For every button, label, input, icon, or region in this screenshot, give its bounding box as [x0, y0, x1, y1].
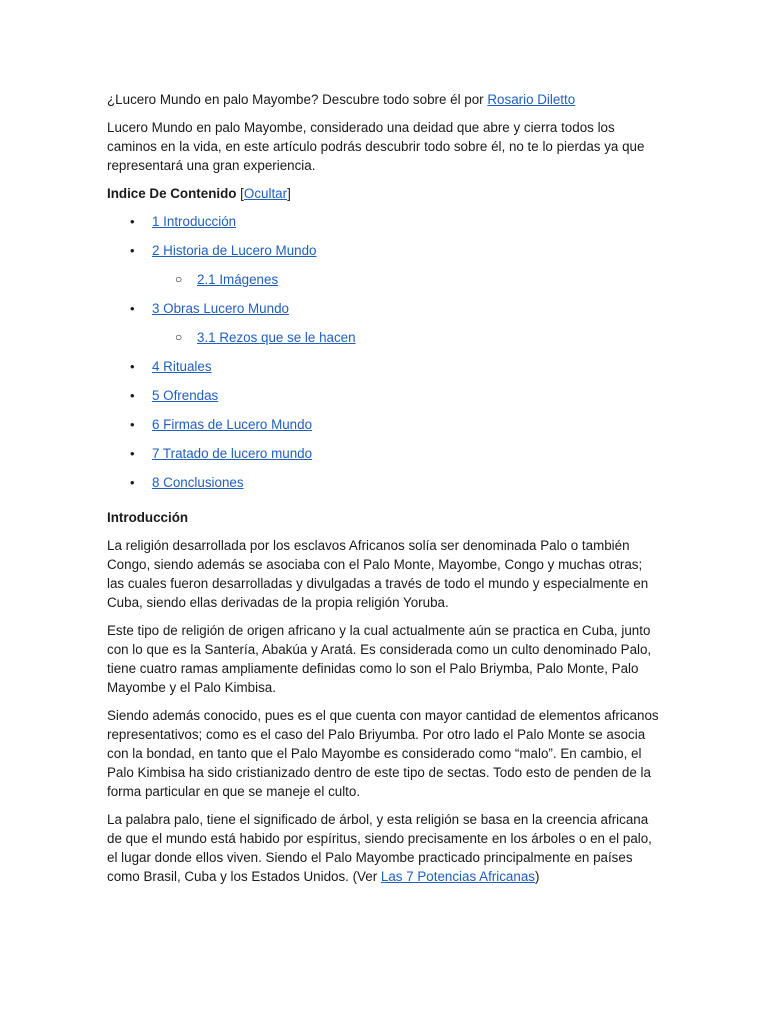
toc-link-ofrendas[interactable]: 5 Ofrendas: [152, 388, 219, 403]
article-body: [107, 90, 663, 895]
intro-line: [107, 90, 663, 109]
potencias-link[interactable]: Las 7 Potencias Africanas: [380, 869, 535, 884]
last-paragraph-text: La palabra palo, tiene el significado de árbol, y esta religión se basa en la creencia africana de que el mundo está habido por espíritus, siendo precisamente en los árboles o en el palo, el lugar donde ellos viven. Siendo el Palo Mayombe practicado principalmente en países como Brasil, Cuba y los Estados Unidos. (Ver: [107, 812, 652, 884]
toc-link-rituales[interactable]: 4 Rituales: [152, 359, 212, 374]
toc-link-introduccion[interactable]: 1 Introducción: [152, 214, 237, 229]
intro-text: ¿Lucero Mundo en palo Mayombe? Descubre todo sobre él por: [107, 92, 488, 107]
toc-link-rezos[interactable]: 3.1 Rezos que se le hacen: [197, 330, 356, 345]
toc-item: [107, 444, 663, 473]
toc-link-firmas[interactable]: 6 Firmas de Lucero Mundo: [152, 417, 313, 432]
bullet-icon: •: [130, 417, 135, 432]
bullet-icon: •: [130, 214, 135, 229]
bullet-icon: •: [130, 243, 135, 258]
body-paragraph: Siendo además conocido, pues es el que cuenta con mayor cantidad de elementos africanos representativos; como es el caso del Palo Briyumba. Por otro lado el Palo Monte se asocia con la bondad, en tanto que el Palo Mayombe es considerado como “malo”. En cambio, el Palo Kimbisa ha sido cristianizado dentro de este tipo de sectas. Todo esto de penden de la forma particular en que se maneje el culto.: [107, 708, 659, 799]
toc-link-historia[interactable]: 2 Historia de Lucero Mundo: [152, 243, 317, 258]
last-paragraph-tail: ): [534, 869, 540, 884]
toc-item: [107, 357, 663, 386]
toc-toggle-link[interactable]: Ocultar: [243, 186, 288, 201]
toc-close-bracket: ]: [287, 186, 291, 201]
body-paragraph: La religión desarrollada por los esclavos Africanos solía ser denominada Palo o también Congo, siendo además se asociaba con el Palo Monte, Mayombe, Congo y muchas otras; las cuales fueron desarrolladas y divulgadas a través de todo el mundo y especialmente en Cuba, siendo ellas derivadas de la propia religión Yoruba.: [107, 538, 649, 610]
toc-link-tratado[interactable]: 7 Tratado de lucero mundo: [152, 446, 313, 461]
toc-item: [107, 415, 663, 444]
bullet-icon: •: [130, 446, 135, 461]
section-heading: Introducción: [107, 510, 189, 525]
toc-link-obras[interactable]: 3 Obras Lucero Mundo: [152, 301, 289, 316]
toc-subitem: [107, 328, 663, 357]
toc-item: [107, 212, 663, 241]
toc-link-conclusiones[interactable]: 8 Conclusiones: [152, 475, 244, 490]
body-paragraph-last: [107, 810, 663, 886]
toc-item: [107, 386, 663, 415]
circle-bullet-icon: ○: [175, 330, 183, 344]
bullet-icon: •: [130, 475, 135, 490]
bullet-icon: •: [130, 301, 135, 316]
circle-bullet-icon: ○: [175, 272, 183, 286]
body-paragraph: Este tipo de religión de origen africano y la cual actualmente aún se practica en Cuba, junto con lo que es la Santería, Abakúa y Aratá. Es considerada como un culto denominado Palo, tiene cuatro ramas ampliamente definidas como lo son el Palo Briymba, Palo Monte, Palo Mayombe y el Palo Kimbisa.: [107, 623, 652, 695]
bullet-icon: •: [130, 359, 135, 374]
toc-item: [107, 299, 663, 328]
toc-link-imagenes[interactable]: 2.1 Imágenes: [197, 272, 279, 287]
toc-item: [107, 473, 663, 502]
lead-paragraph: Lucero Mundo en palo Mayombe, considerado una deidad que abre y cierra todos los caminos en la vida, en este artículo podrás descubrir todo sobre él, no te lo pierdas ya que representará una gran experiencia.: [107, 120, 645, 173]
toc-header: [107, 184, 663, 203]
author-link[interactable]: Rosario Diletto: [487, 92, 576, 107]
bullet-icon: •: [130, 388, 135, 403]
toc-open-bracket: [: [236, 186, 244, 201]
toc-item: [107, 241, 663, 270]
toc-list: [107, 212, 663, 502]
toc-subitem: [107, 270, 663, 299]
toc-title: Indice De Contenido: [107, 186, 237, 201]
